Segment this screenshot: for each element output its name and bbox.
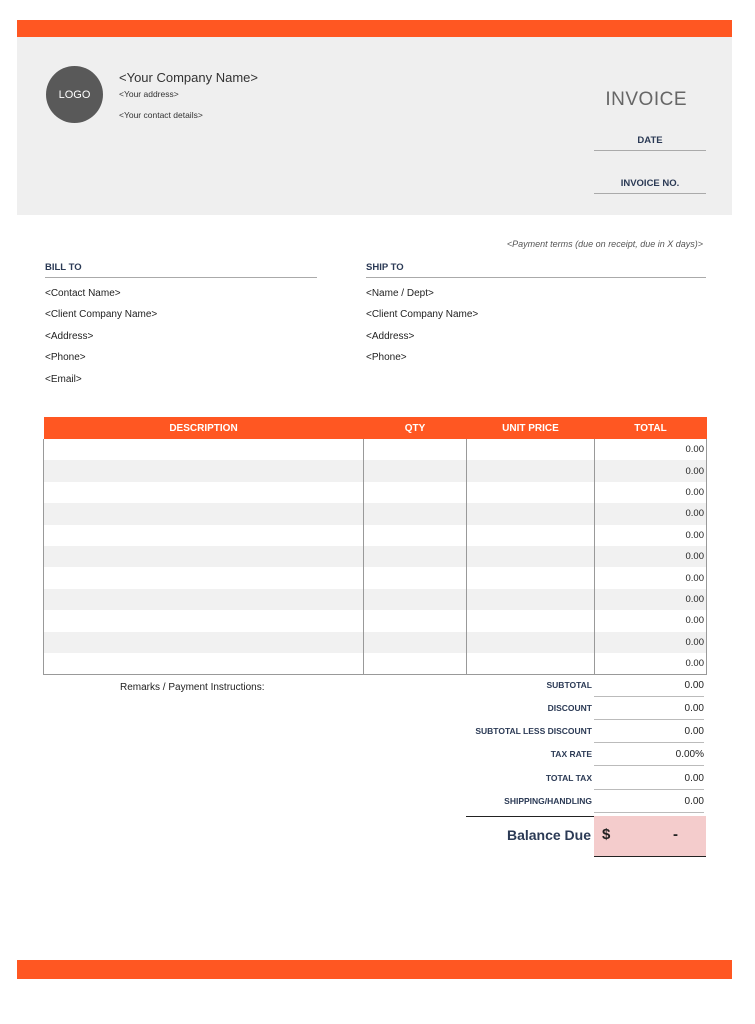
bottom-accent-bar	[17, 960, 732, 979]
bill-to-contact: <Contact Name>	[45, 288, 121, 299]
discount-label: DISCOUNT	[547, 703, 592, 713]
balance-amount: -	[673, 826, 678, 843]
table-row	[44, 525, 707, 546]
bill-to-phone: <Phone>	[45, 352, 86, 363]
cell-unit-price[interactable]	[467, 653, 595, 675]
cell-unit-price[interactable]	[467, 632, 595, 653]
cell-unit-price[interactable]	[467, 610, 595, 631]
cell-description[interactable]	[44, 653, 364, 675]
column-header-description: DESCRIPTION	[44, 417, 364, 439]
summary-row-discount	[440, 700, 706, 723]
line-items-table	[43, 417, 707, 675]
cell-qty[interactable]	[364, 632, 467, 653]
discount-value[interactable]: 0.00	[594, 703, 704, 720]
summary-row-subtotal	[440, 677, 706, 700]
cell-total[interactable]: 0.00	[595, 653, 707, 675]
balance-due-label: Balance Due	[506, 827, 591, 843]
summary-row-total-tax	[440, 770, 706, 793]
summary-row-subtotal-less-discount	[440, 723, 706, 746]
cell-total[interactable]: 0.00	[595, 439, 707, 460]
ship-to-company: <Client Company Name>	[366, 309, 479, 320]
cell-description[interactable]	[44, 546, 364, 567]
cell-total[interactable]: 0.00	[595, 525, 707, 546]
total-tax-label: TOTAL TAX	[545, 773, 592, 783]
cell-total[interactable]: 0.00	[595, 632, 707, 653]
ship-to-address: <Address>	[366, 331, 415, 342]
total-tax-value[interactable]: 0.00	[594, 773, 704, 790]
cell-description[interactable]	[44, 503, 364, 524]
table-body	[44, 439, 707, 675]
ship-to-title: SHIP TO	[366, 262, 706, 278]
cell-unit-price[interactable]	[467, 439, 595, 460]
table-row	[44, 567, 707, 588]
balance-divider	[466, 816, 594, 817]
table-row	[44, 503, 707, 524]
bill-to-title: BILL TO	[45, 262, 317, 278]
subtotal-less-discount-value[interactable]: 0.00	[594, 726, 704, 743]
tax-rate-value[interactable]: 0.00%	[594, 749, 704, 766]
company-logo	[46, 66, 103, 123]
table-row	[44, 546, 707, 567]
table-row	[44, 460, 707, 481]
column-header-total: TOTAL	[595, 417, 707, 439]
invoice-number-label: INVOICE NO.	[594, 178, 706, 194]
cell-qty[interactable]	[364, 525, 467, 546]
cell-qty[interactable]	[364, 589, 467, 610]
cell-qty[interactable]	[364, 439, 467, 460]
cell-unit-price[interactable]	[467, 567, 595, 588]
logo-text: LOGO	[58, 88, 91, 101]
cell-description[interactable]	[44, 525, 364, 546]
table-row	[44, 482, 707, 503]
cell-description[interactable]	[44, 567, 364, 588]
company-address: <Your address>	[119, 89, 179, 99]
column-header-unit-price: UNIT PRICE	[467, 417, 595, 439]
balance-currency: $	[602, 826, 611, 843]
ship-to-phone: <Phone>	[366, 352, 407, 363]
cell-description[interactable]	[44, 460, 364, 481]
cell-description[interactable]	[44, 439, 364, 460]
company-name: <Your Company Name>	[119, 70, 258, 85]
table-row	[44, 439, 707, 460]
shipping-label: SHIPPING/HANDLING	[504, 796, 592, 806]
shipping-value[interactable]: 0.00	[594, 796, 704, 813]
cell-unit-price[interactable]	[467, 503, 595, 524]
cell-total[interactable]: 0.00	[595, 610, 707, 631]
remarks-label: Remarks / Payment Instructions:	[120, 682, 265, 693]
cell-unit-price[interactable]	[467, 525, 595, 546]
cell-description[interactable]	[44, 589, 364, 610]
subtotal-label: SUBTOTAL	[546, 680, 592, 690]
cell-qty[interactable]	[364, 567, 467, 588]
cell-qty[interactable]	[364, 610, 467, 631]
cell-description[interactable]	[44, 632, 364, 653]
summary-row-tax-rate	[440, 746, 706, 769]
cell-unit-price[interactable]	[467, 589, 595, 610]
cell-description[interactable]	[44, 610, 364, 631]
table-row	[44, 632, 707, 653]
cell-unit-price[interactable]	[467, 460, 595, 481]
cell-qty[interactable]	[364, 482, 467, 503]
table-row	[44, 589, 707, 610]
invoice-header	[17, 37, 732, 215]
payment-terms: <Payment terms (due on receipt, due in X days)>	[506, 239, 703, 249]
table-row	[44, 653, 707, 675]
summary-row-shipping	[440, 793, 706, 816]
invoice-title: INVOICE	[605, 89, 687, 110]
cell-qty[interactable]	[364, 546, 467, 567]
cell-unit-price[interactable]	[467, 546, 595, 567]
ship-to-name: <Name / Dept>	[366, 288, 434, 299]
date-field-label: DATE	[594, 135, 706, 151]
cell-qty[interactable]	[364, 460, 467, 481]
bill-to-email: <Email>	[45, 374, 82, 385]
balance-due-box	[594, 816, 706, 857]
bill-to-company: <Client Company Name>	[45, 309, 158, 320]
cell-qty[interactable]	[364, 503, 467, 524]
cell-total[interactable]: 0.00	[595, 567, 707, 588]
cell-total[interactable]: 0.00	[595, 589, 707, 610]
cell-total[interactable]: 0.00	[595, 460, 707, 481]
bill-to-address: <Address>	[45, 331, 94, 342]
cell-total[interactable]: 0.00	[595, 482, 707, 503]
cell-qty[interactable]	[364, 653, 467, 675]
cell-unit-price[interactable]	[467, 482, 595, 503]
tax-rate-label: TAX RATE	[550, 749, 592, 759]
cell-total[interactable]: 0.00	[595, 546, 707, 567]
subtotal-value[interactable]: 0.00	[594, 680, 704, 697]
cell-total[interactable]: 0.00	[595, 503, 707, 524]
company-contact: <Your contact details>	[119, 110, 203, 120]
subtotal-less-discount-label: SUBTOTAL LESS DISCOUNT	[475, 726, 592, 736]
cell-description[interactable]	[44, 482, 364, 503]
top-accent-bar	[17, 20, 732, 37]
table-row	[44, 610, 707, 631]
table-header-row	[44, 417, 707, 439]
column-header-qty: QTY	[364, 417, 467, 439]
